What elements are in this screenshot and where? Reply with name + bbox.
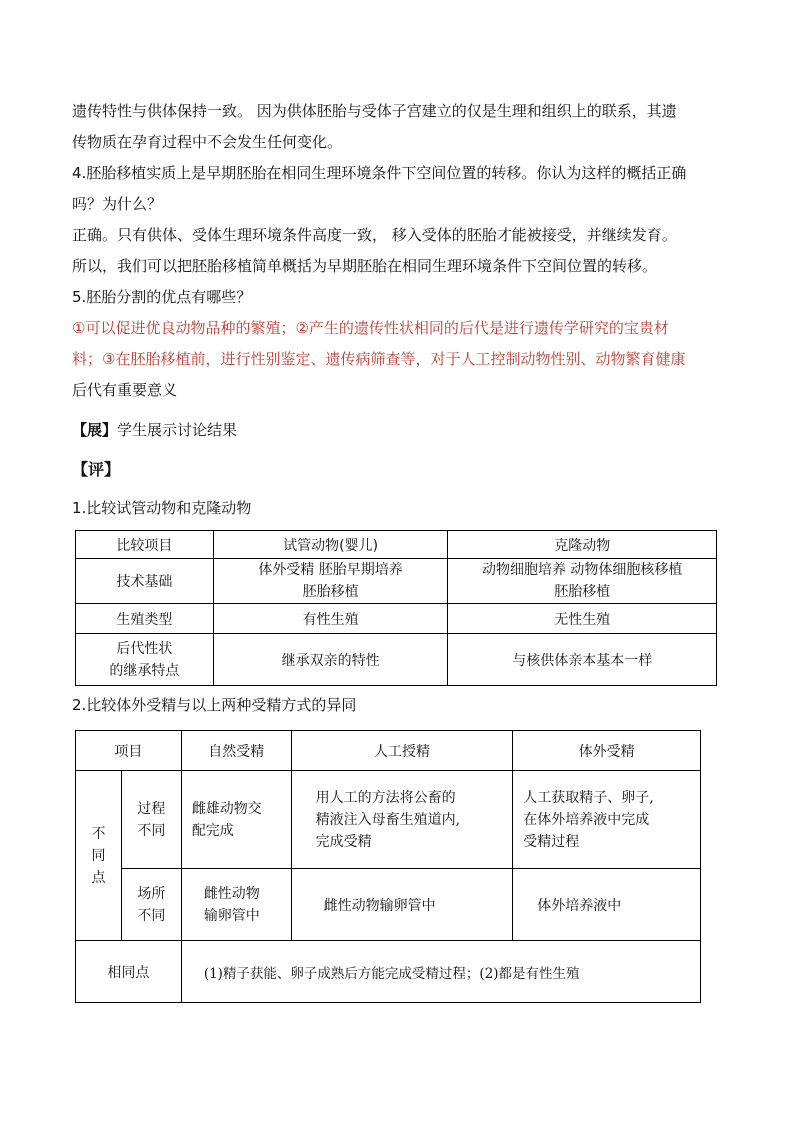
- cell-line: 体外受精 胚胎早期培养: [258, 562, 403, 578]
- table-cell: 与核供体亲本基本一样: [448, 634, 717, 686]
- table-cell: [513, 771, 701, 869]
- cell-line: 胚胎移植: [554, 584, 611, 600]
- table-header-row: [76, 731, 701, 771]
- cell-line: 受精过程: [523, 834, 580, 850]
- table-row: [76, 869, 701, 941]
- cell-line: 动物细胞培养 动物体细胞核移植: [481, 562, 683, 578]
- label-line: 的继承特点: [109, 662, 180, 679]
- answer-5-text: 料；③在胚胎移植前，进行性别鉴定、遗传病筛查等，对于人工控制动物性别、动物繁育健康: [72, 350, 686, 368]
- table-header-cell: 试管动物(婴儿): [213, 531, 448, 559]
- table-cell: [181, 869, 291, 941]
- table-cell: 无性生殖: [448, 604, 717, 634]
- cell-line: 精液注入母畜生殖道内,: [315, 811, 461, 828]
- table2-caption: 2.比较体外受精与以上两种受精方式的异同: [72, 696, 357, 714]
- cell-line: 配完成: [191, 822, 234, 839]
- diff-label: [76, 771, 122, 941]
- question-4-cont: 吗？为什么？: [72, 195, 163, 213]
- answer-5-end: 后代有重要意义: [72, 381, 178, 399]
- table-header-cell: 自然受精: [181, 731, 291, 771]
- table-header-row: [76, 531, 717, 559]
- table-cell: [291, 771, 513, 869]
- table-header-cell: 体外受精: [513, 731, 701, 771]
- cell-line: 人工获取精子、卵子,: [523, 790, 654, 806]
- cell-line: 用人工的方法将公畜的: [315, 789, 456, 806]
- table-row: [76, 559, 717, 604]
- table-cell: [181, 771, 291, 869]
- row-label: 技术基础: [76, 559, 214, 604]
- label-char: 不: [91, 825, 106, 842]
- label-char: 点: [91, 869, 106, 886]
- answer-4: 正确。只有供体、受体生理环境条件高度一致， 移入受体的胚胎才能被接受，并继续发育。: [72, 226, 677, 244]
- label-line: 场所: [137, 885, 166, 902]
- comparison-table-2: [75, 730, 701, 1003]
- cell-line: 雌雄动物交: [191, 800, 262, 817]
- table-cell: [213, 559, 448, 604]
- table-row: [76, 604, 717, 634]
- answer-5: ①可以促进优良动物品种的繁殖；②产生的遗传性状相同的后代是进行遗传学研究的宝贵材: [72, 319, 669, 337]
- paragraph-line: 遗传特性与供体保持一致。 因为供体胚胎与受体子宫建立的仅是生理和组织上的联系，其遗: [72, 102, 677, 120]
- cell-line: 在体外培养液中完成: [523, 812, 650, 828]
- table-cell: (1)精子获能、卵子成熟后方能完成受精过程；(2)都是有性生殖: [181, 941, 700, 1003]
- label-line: 不同: [137, 822, 166, 839]
- label-line: 后代性状: [116, 640, 173, 657]
- row-label: [121, 869, 181, 941]
- table-header-cell: 比较项目: [76, 531, 214, 559]
- label-char: 同: [91, 847, 106, 864]
- question-5: 5.胚胎分割的优点有哪些？: [72, 288, 252, 306]
- row-label: 相同点: [76, 941, 182, 1003]
- table-header-cell: 克隆动物: [448, 531, 717, 559]
- comparison-table-1: [75, 530, 717, 686]
- cell-line: 完成受精: [315, 833, 372, 850]
- row-label: 生殖类型: [76, 604, 214, 634]
- cell-line: 胚胎移植: [302, 584, 359, 600]
- table-header-cell: 项目: [76, 731, 182, 771]
- answer-4-cont: 所以，我们可以把胚胎移植简单概括为早期胚胎在相同生理环境条件下空间位置的转移。: [72, 257, 658, 275]
- table-cell: 雌性动物输卵管中: [291, 869, 513, 941]
- cell-line: 输卵管中: [203, 907, 260, 924]
- table-row: [76, 771, 701, 869]
- table-cell: 体外培养液中: [513, 869, 701, 941]
- label-line: 不同: [137, 907, 166, 924]
- paragraph-line: 传物质在孕育过程中不会发生任何变化。: [72, 133, 343, 151]
- section-zhan: [72, 415, 724, 446]
- section-zhan-bracket: 【展】: [72, 421, 118, 439]
- row-label: [76, 634, 214, 686]
- label-line: 过程: [137, 800, 166, 817]
- table-cell: [448, 559, 717, 604]
- table-row: [76, 941, 701, 1003]
- cell-line: 雌性动物: [203, 885, 260, 902]
- section-zhan-text: 学生展示讨论结果: [117, 421, 238, 439]
- table-header-cell: 人工授精: [291, 731, 513, 771]
- answer-5-cont: [72, 344, 724, 375]
- row-label: [121, 771, 181, 869]
- table1-caption: 1.比较试管动物和克隆动物: [72, 499, 252, 517]
- section-ping: 【评】: [72, 460, 121, 479]
- table-cell: 有性生殖: [213, 604, 448, 634]
- question-4: 4.胚胎移植实质上是早期胚胎在相同生理环境条件下空间位置的转移。你认为这样的概括正确: [72, 164, 687, 182]
- table-cell: 继承双亲的特性: [213, 634, 448, 686]
- table-row: [76, 634, 717, 686]
